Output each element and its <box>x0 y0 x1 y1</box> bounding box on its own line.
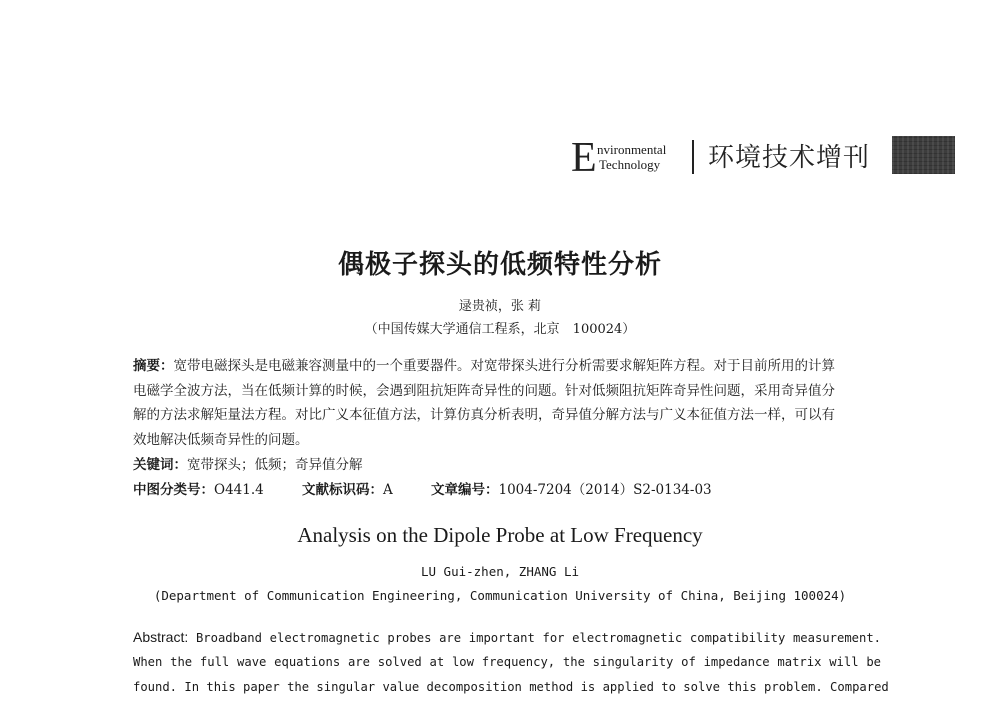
article-number-label: 文章编号： <box>431 482 499 498</box>
clc-label: 中图分类号： <box>133 482 214 498</box>
abstract-english-label: Abstract: <box>133 629 189 645</box>
header-decoration-block <box>892 136 955 174</box>
affiliation-english: (Department of Communication Engineering, Communication University of China, Beijing 100024) <box>153 588 847 603</box>
journal-logo-letter: E <box>571 135 597 181</box>
keywords-chinese <box>133 456 363 474</box>
paper-title-chinese: 偶极子探头的低频特性分析 <box>337 250 662 280</box>
keywords-label: 关键词： <box>133 457 187 473</box>
article-number-value: 1004-7204（2014）S2-0134-03 <box>498 482 712 498</box>
abstract-chinese-line: 电磁学全波方法，当在低频计算的时候，会遇到阻抗矩阵奇异性的问题。针对低频阻抗矩阵奇异性问题，采用奇异值分 <box>133 382 835 399</box>
doc-code-label: 文献标识码： <box>302 482 383 498</box>
abstract-chinese-line: 解的方法求解矩量法方程。对比广义本征值方法，计算仿真分析表明，奇异值分解方法与广义本征值方法一样，可以有 <box>133 407 835 423</box>
abstract-english-line: When the full wave equations are solved at low frequency, the singularity of impedance matrix will be <box>133 655 881 669</box>
journal-logo-word-environmental: nvironmental <box>597 142 667 157</box>
header-divider <box>692 140 694 174</box>
abstract-chinese-line: 效地解决低频奇异性的问题。 <box>133 431 309 448</box>
abstract-english-line: found. In this paper the singular value decomposition method is applied to solve this problem. Compared <box>133 680 889 694</box>
classification-line <box>133 481 264 499</box>
journal-name: 环境技术增刊 <box>708 143 871 173</box>
authors-english: LU Gui-zhen, ZHANG Li <box>420 564 580 579</box>
journal-logo-word-technology: Technology <box>599 157 661 172</box>
doc-code-value: A <box>383 482 393 498</box>
article-number-field <box>431 481 712 499</box>
doc-code-field <box>302 481 393 499</box>
abstract-chinese-line <box>133 354 835 379</box>
paper-title-english: Analysis on the Dipole Probe at Low Frequency <box>297 523 703 547</box>
clc-value: O441.4 <box>214 482 264 498</box>
authors-chinese: 逯贵祯，张 莉 <box>458 299 542 314</box>
abstract-english-line <box>133 628 881 647</box>
keywords-value: 宽带探头；低频；奇异值分解 <box>187 457 363 473</box>
affiliation-chinese: （中国传媒大学通信工程系，北京 100024） <box>364 322 636 337</box>
abstract-chinese-text: 宽带电磁探头是电磁兼容测量中的一个重要器件。对宽带探头进行分析需要求解矩阵方程。对于目前所用的计算 <box>173 358 835 374</box>
abstract-english-text: Broadband electromagnetic probes are important for electromagnetic compatibility measurement. <box>195 631 882 645</box>
abstract-chinese-label: 摘要： <box>133 358 174 374</box>
